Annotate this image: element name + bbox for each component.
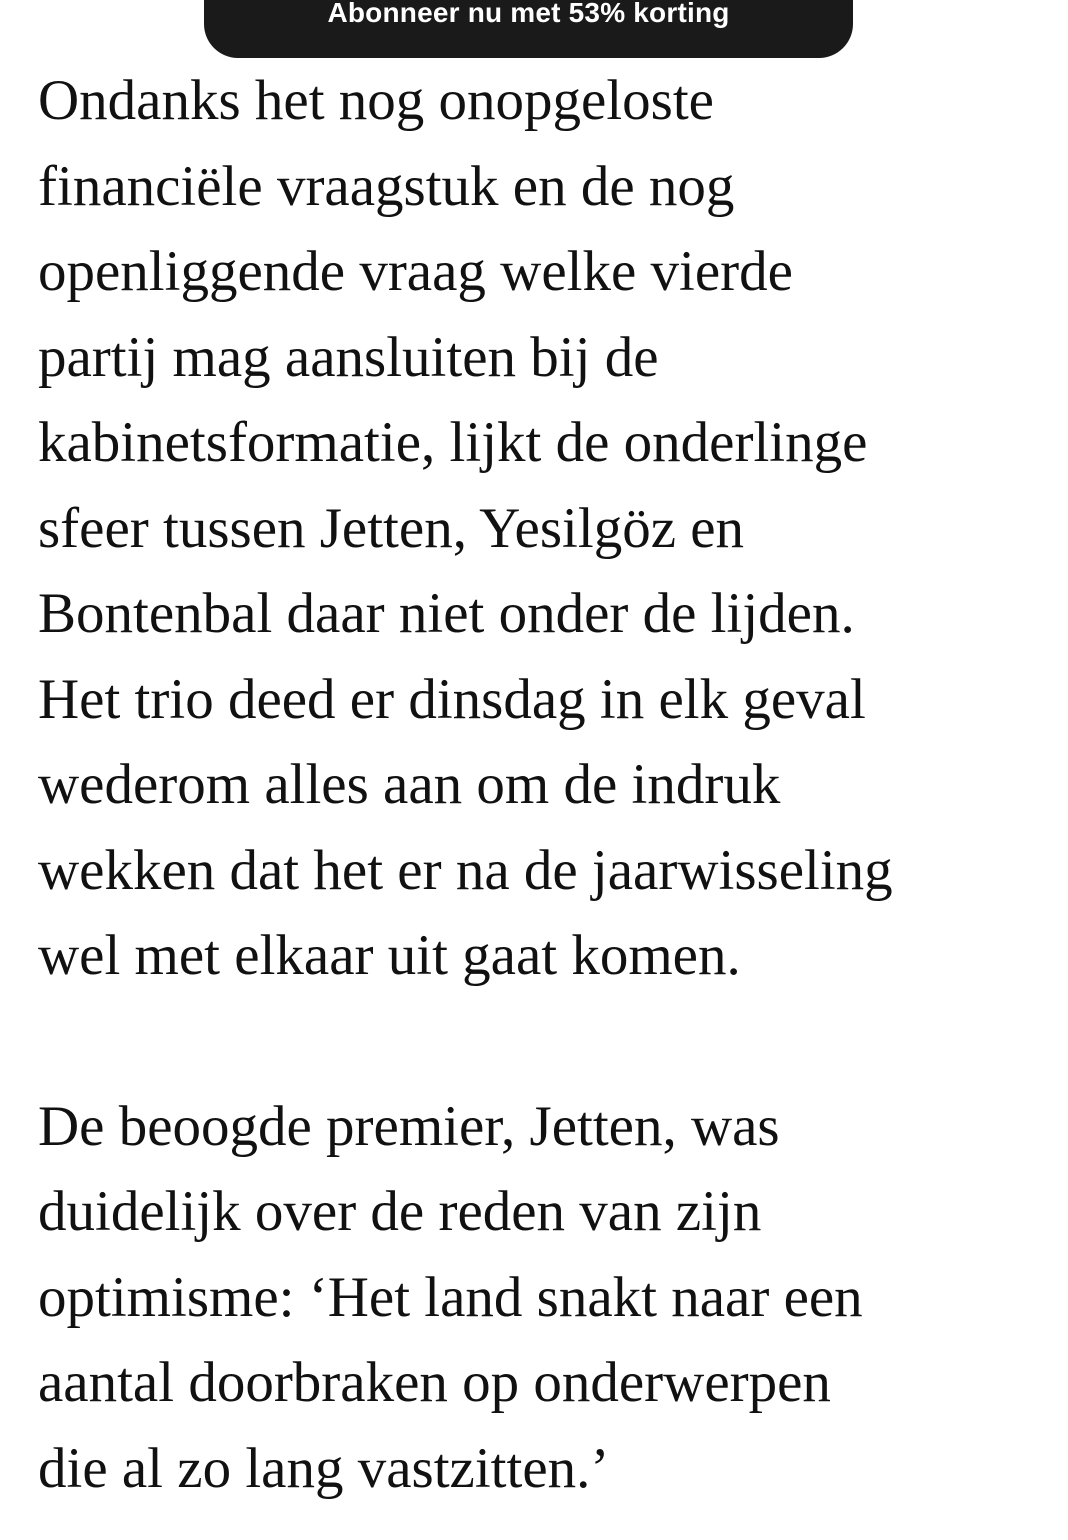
paragraph-line: Het trio deed er dinsdag in elk geval (38, 667, 866, 731)
subscribe-button-label: Abonneer nu met 53% korting (327, 0, 730, 28)
paragraph-line: openliggende vraag welke vierde (38, 240, 793, 303)
paragraph-line: die al zo lang vastzitten.’ (38, 1436, 610, 1500)
paragraph-line: optimisme: ‘Het land snakt naar een (38, 1265, 863, 1329)
paragraph-line: partij mag aansluiten bij de (38, 325, 659, 389)
paragraph-line: wel met elkaar uit gaat komen. (38, 924, 741, 987)
paragraph-line: kabinetsformatie, lijkt de onderlinge (38, 411, 868, 474)
paragraph-line: duidelijk over de reden van zijn (38, 1180, 762, 1243)
subscribe-button[interactable] (204, 0, 853, 58)
paragraph-line: financiële vraagstuk en de nog (38, 154, 735, 218)
article-paragraph (38, 58, 1038, 999)
paragraph-line: Bontenbal daar niet onder de lijden. (38, 582, 855, 645)
paragraph-line: aantal doorbraken op onderwerpen (38, 1351, 831, 1414)
paragraph-line: wekken dat het er na de jaarwisseling (38, 838, 893, 902)
article-body (38, 58, 1038, 1511)
article-paragraph (38, 1084, 1038, 1512)
paragraph-line: De beoogde premier, Jetten, was (38, 1094, 780, 1158)
paragraph-line: Ondanks het nog onopgeloste (38, 69, 714, 132)
paragraph-line: sfeer tussen Jetten, Yesilgöz en (38, 496, 745, 560)
paragraph-line: wederom alles aan om de indruk (38, 753, 781, 816)
